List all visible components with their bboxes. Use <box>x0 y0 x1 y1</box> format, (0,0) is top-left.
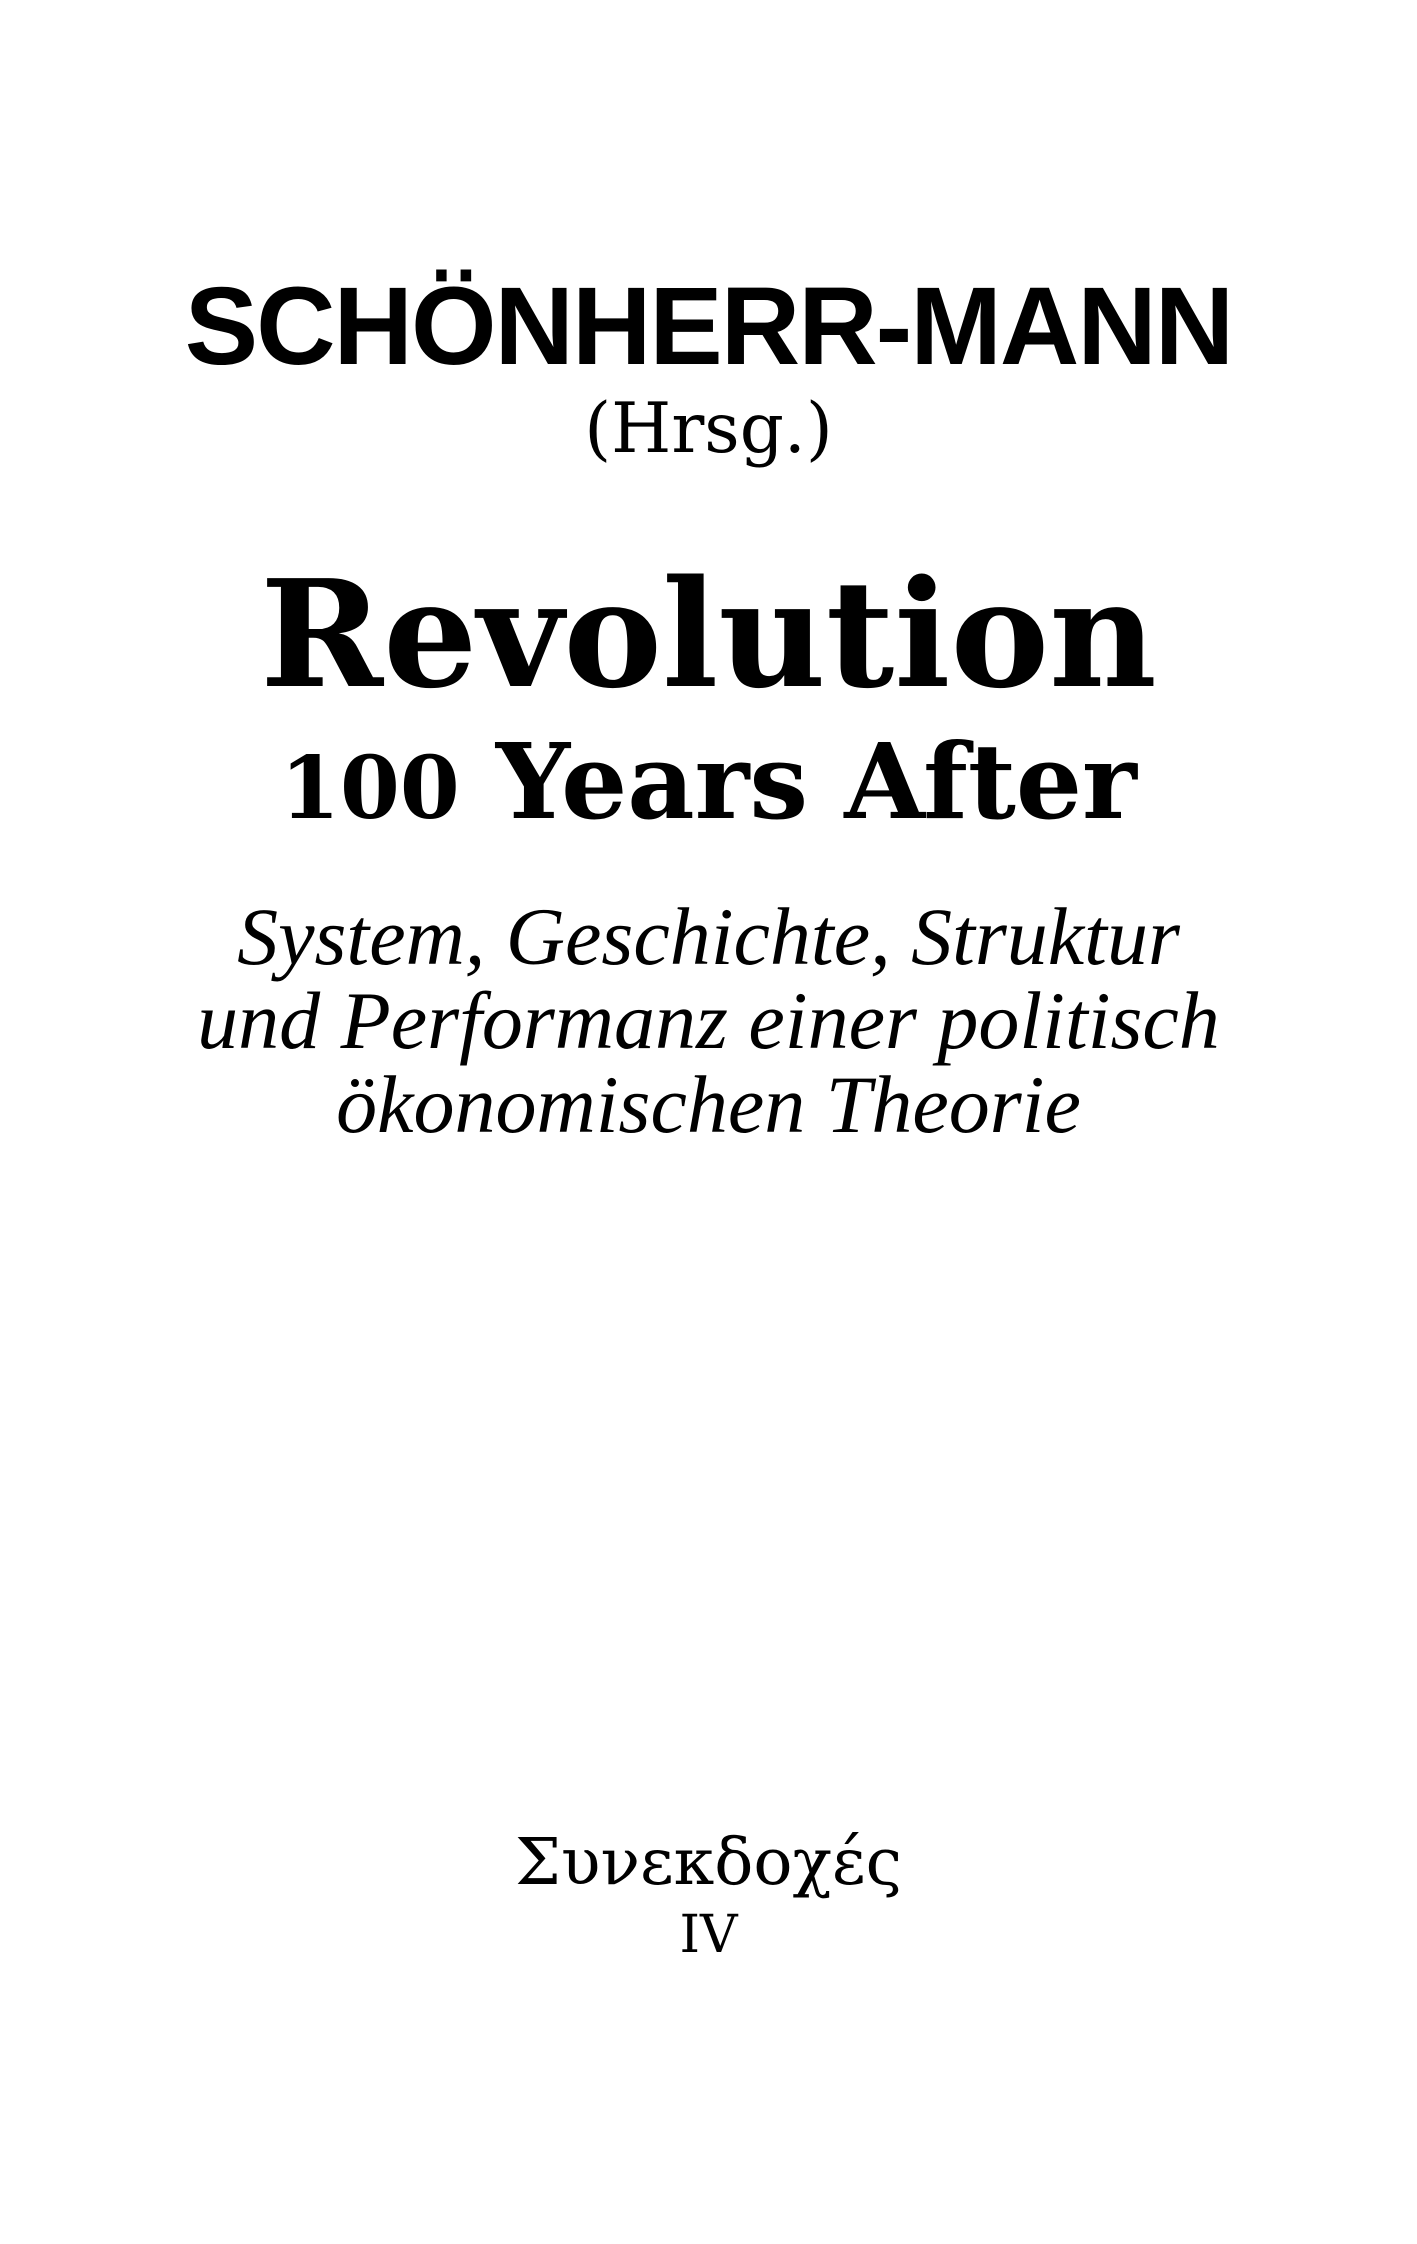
author-name: SCHÖNHERR-MANN <box>184 265 1233 388</box>
series-name: Συνεκδοχές <box>514 1825 903 1900</box>
subtitle-line-3: ökonomischen Theorie <box>336 1059 1081 1150</box>
subtitle-line-2: und Performanz einer politisch <box>197 975 1220 1066</box>
series-volume: IV <box>679 1905 738 1965</box>
book-title: Revolution <box>260 547 1157 721</box>
title-number: 100 <box>280 738 460 839</box>
book-subtitle <box>0 891 1417 1150</box>
subtitle-line-1: System, Geschichte, Struktur <box>237 891 1180 982</box>
book-title-line2 <box>0 720 1417 843</box>
title-line2-text: Years After <box>459 720 1137 843</box>
editor-label: (Hrsg.) <box>584 389 833 469</box>
